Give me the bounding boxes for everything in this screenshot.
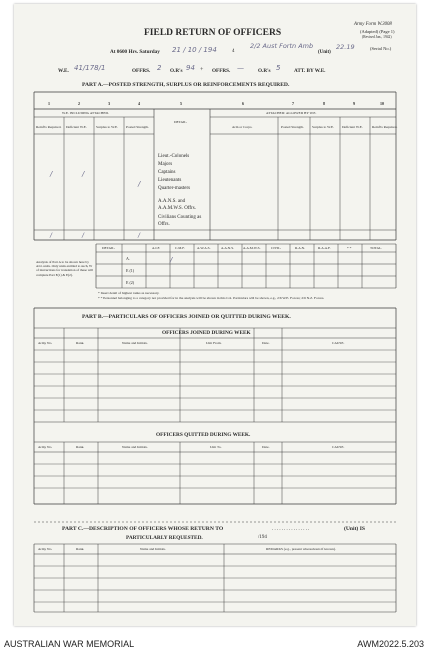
offrs-value: 2: [157, 64, 162, 72]
col-number: 1: [48, 101, 50, 106]
rank-item: Lieut.-Colonels: [158, 154, 190, 159]
analysis-row-label: A.: [126, 256, 130, 261]
ors2-value: 5: [276, 64, 281, 72]
sub-header: Surplus to W.E.: [312, 125, 334, 129]
offrs2-label: OFFRS.: [212, 68, 231, 74]
year-suffix: 4: [232, 49, 235, 54]
plus-sign: +: [200, 67, 204, 73]
note-2: * * Personnel belonging to a category not provided for in the analysis will be shown in this Col. Particulars will be shown, e.g., 2/6 W.E. Forces; 2/6 N.Z. Forces.: [98, 296, 325, 300]
joined-header: Date.: [262, 341, 270, 345]
joined-header: Rank.: [76, 341, 85, 345]
footer-right: AWM2022.5.203: [357, 639, 424, 649]
hw-mark: /: [82, 232, 85, 239]
analysis-header: A.A.M.W.S.: [243, 246, 261, 250]
form-revised: (Revised Jan., 1942): [362, 35, 392, 39]
analysis-header: DETAIL.: [102, 246, 116, 250]
joined-title: OFFICERS JOINED DURING WEEK: [162, 330, 251, 336]
form-ref: Army Form W.3008: [354, 22, 392, 27]
offrs-label: OFFRS.: [132, 68, 151, 74]
col-number: 7: [292, 101, 294, 106]
quitted-title: OFFICERS QUITTED DURING WEEK.: [156, 432, 251, 438]
we-value: 41/178/1: [74, 64, 106, 72]
sub-header: Deficient W.E.: [342, 125, 363, 129]
part-c-dots: ................: [272, 526, 311, 532]
part-b-title: PART B.—PARTICULARS OF OFFICERS JOINED OR QUITTED DURING WEEK.: [82, 314, 291, 320]
attached-header: ATTACHED: ALLOWED BY W.E.: [266, 111, 317, 115]
analysis-header: A.I.F.: [152, 246, 160, 250]
ors-value: 94: [186, 64, 195, 72]
we-incl-header: W.E. INCLUDING ATTACHED.: [62, 111, 109, 115]
footer-left: AUSTRALIAN WAR MEMORIAL: [4, 639, 135, 649]
hw-mark: /: [138, 180, 141, 188]
sub-header: Surplus to W.E.: [96, 125, 118, 129]
col-number: 8: [323, 101, 325, 106]
col-number: 3: [108, 101, 110, 106]
part-c-header: Army No.: [38, 547, 53, 551]
rank-item: Majors: [158, 162, 173, 167]
joined-header: Army No.: [38, 341, 53, 345]
hw-mark: /: [82, 170, 85, 178]
analysis-header: CIVIL.: [271, 246, 282, 250]
note-1: * Insert detail of highest ranks as necessary.: [98, 291, 160, 295]
quitted-header: Army No.: [38, 445, 53, 449]
part-c-title: PART C.—DESCRIPTION OF OFFICERS WHOSE RETURN TO: [62, 526, 224, 532]
analysis-header: * *: [347, 246, 352, 250]
part-c-unit-is: (Unit) IS: [344, 526, 365, 532]
analysis-row-label: E (1): [126, 268, 135, 273]
quitted-header: Name and Initials.: [122, 445, 148, 449]
sub-header: Reinf'ts Required.: [372, 125, 398, 129]
rank-item: Civilians Counting as Offrs.: [158, 215, 202, 227]
col-number: 4: [138, 101, 140, 106]
ors2-label: O.R's: [258, 68, 271, 74]
serial-no-value: 22.19: [336, 43, 355, 51]
rank-item: Lieutenants: [158, 178, 182, 183]
hw-mark: /: [50, 232, 53, 239]
part-a-title: PART A.—POSTED STRENGTH, SURPLUS OR REINFORCEMENTS REQUIRED.: [82, 82, 290, 88]
serial-no-label: (Serial No.): [370, 46, 392, 51]
offrs2-value: —: [237, 64, 244, 72]
part-c-header: Name and Initials.: [140, 547, 166, 551]
part-c-header: Rank.: [76, 547, 85, 551]
part-c-header: REMARKS (e.g., present whereabouts if known).: [266, 547, 336, 551]
col-number: 6: [242, 101, 244, 106]
we-label: W.E.: [58, 68, 69, 74]
rank-item: A.A.N.S. and A.A.M.W.S. Offrs.: [158, 199, 196, 211]
sub-header: Posted Strength.: [126, 125, 149, 129]
quitted-header: CAUSE.: [332, 445, 345, 449]
sub-header: Posted Strength.: [281, 125, 304, 129]
hw-mark: /: [50, 170, 53, 178]
analysis-header: R.A.A.F.: [318, 246, 331, 250]
col-number: 9: [353, 101, 355, 106]
sub-header: Reinf'ts Required.: [36, 125, 62, 129]
col-number: 10: [380, 101, 384, 106]
analysis-row-label: E (2): [126, 280, 135, 285]
sub-header: Arm or Corps.: [232, 125, 253, 129]
part-c-year: /194: [258, 535, 267, 540]
form-sheet: [14, 4, 416, 626]
joined-header: Unit From.: [206, 341, 222, 345]
part-c-particularly: PARTICULARLY REQUESTED.: [126, 535, 203, 541]
date-value: 21 / 10 / 194: [172, 46, 217, 54]
col-number: 2: [78, 101, 80, 106]
sub-header: Deficient W.E.: [66, 125, 87, 129]
analysis-text: Analysis of Part A to be shown here by ALL units. Only units entitled to such, W of instructions for translation of these will complete Part E(1) & E(2).: [36, 260, 94, 277]
analysis-header: TOTAL.: [370, 246, 383, 250]
at-label: At 0600 Hrs. Saturday: [110, 49, 160, 55]
form-adapted: (Adapted) (Page 1): [360, 29, 395, 34]
ors-label: O.R's: [170, 68, 183, 74]
quitted-header: Date.: [262, 445, 270, 449]
archive-footer: [0, 630, 428, 653]
joined-header: Name and Initials.: [122, 341, 148, 345]
unit-label: (Unit): [318, 50, 331, 55]
quitted-header: Rank.: [76, 445, 85, 449]
rank-item: Quarter-masters: [158, 186, 191, 191]
analysis-header: A.A.N.S.: [221, 246, 235, 250]
hw-mark: /: [170, 256, 173, 264]
att-label: ATT. BY W.E.: [294, 68, 326, 74]
rank-item: Captains: [158, 170, 176, 175]
analysis-header: R.A.N.: [295, 246, 306, 250]
unit-value: 2/2 Aust Fortn Amb: [250, 42, 314, 50]
joined-header: CAUSE.: [332, 341, 345, 345]
quitted-header: Unit To.: [210, 445, 222, 449]
hw-mark: /: [138, 232, 141, 239]
analysis-header: C.M.F.: [175, 246, 185, 250]
analysis-header: A.W.A.S.: [197, 246, 211, 250]
detail-header: DETAIL.: [174, 120, 188, 124]
col-number: 5: [180, 101, 182, 106]
form-title: FIELD RETURN OF OFFICERS: [144, 28, 282, 38]
